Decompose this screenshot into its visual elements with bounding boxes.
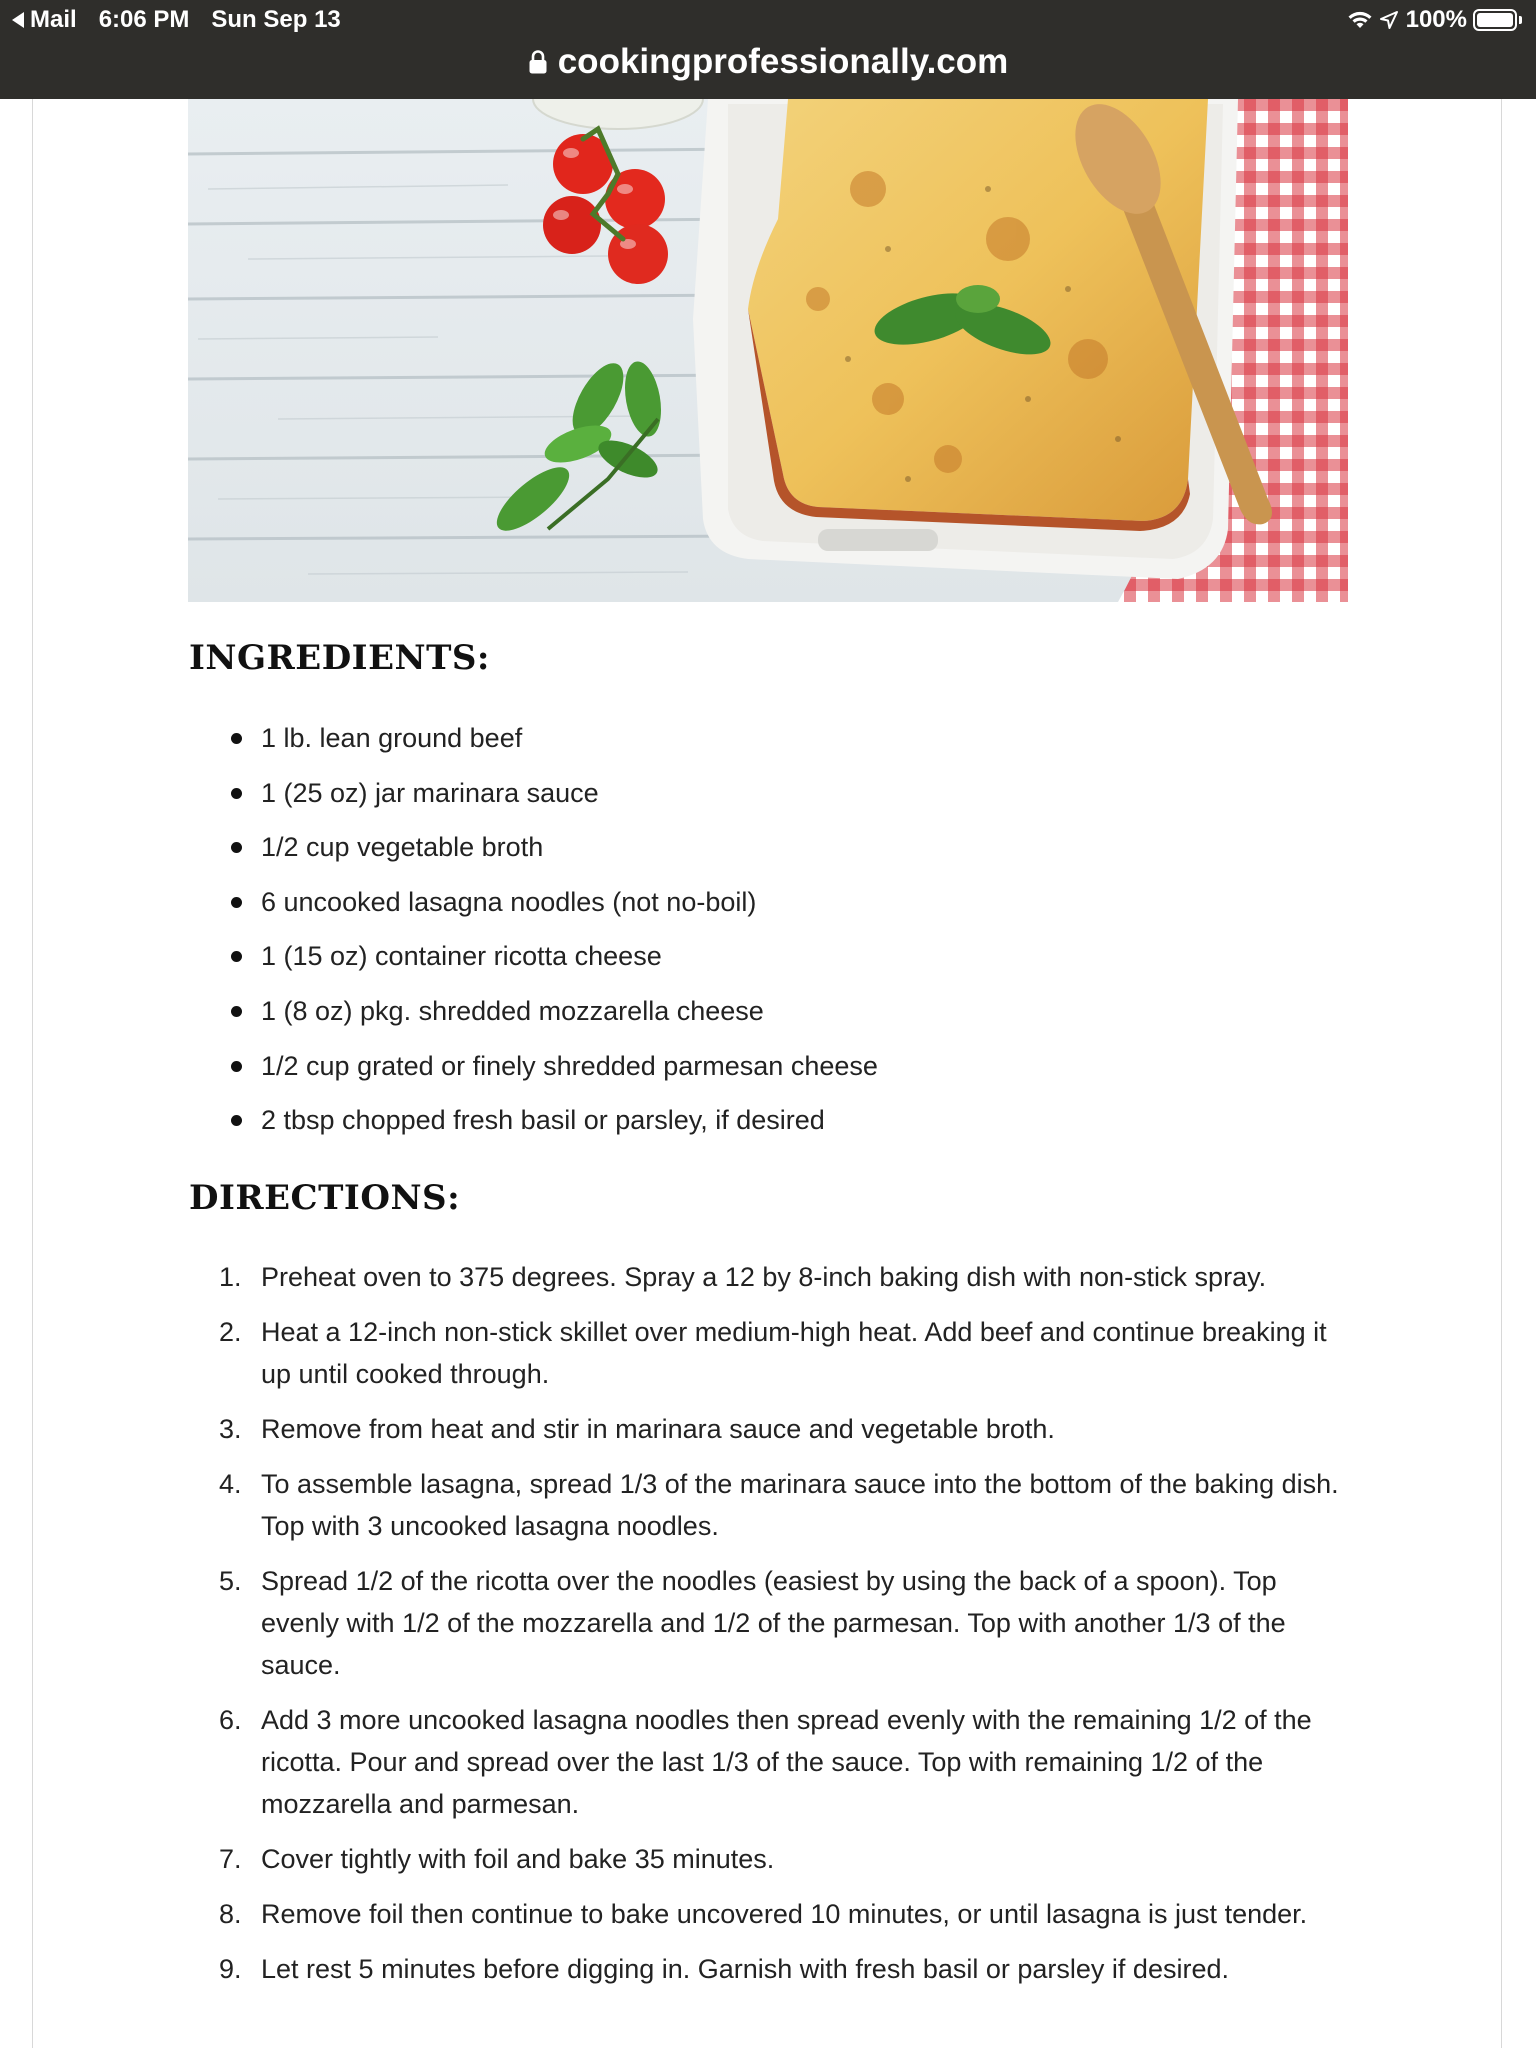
ingredient-text: 6 uncooked lasagna noodles (not no-boil) [261,886,757,917]
ingredient-item [189,984,1339,1039]
ingredient-text: 1 (8 oz) pkg. shredded mozzarella cheese [261,995,764,1026]
bullet-icon [231,951,242,962]
step-text: Preheat oven to 375 degrees. Spray a 12 by 8-inch baking dish with non-stick spray. [261,1262,1267,1292]
ingredient-item [189,929,1339,984]
direction-step [189,1838,1349,1880]
bullet-icon [231,1061,242,1072]
bullet-icon [231,897,242,908]
back-to-app-label[interactable]: Mail [30,6,77,33]
ingredients-heading: INGREDIENTS: [189,638,490,678]
ingredient-item [189,820,1339,875]
direction-step [189,1311,1349,1395]
ingredient-item [189,875,1339,930]
step-number: 6. [219,1705,242,1735]
back-arrow-icon[interactable] [12,12,24,28]
step-number: 1. [219,1262,242,1292]
battery-percent: 100% [1405,6,1467,33]
direction-step [189,1256,1349,1298]
ingredient-text: 1 (25 oz) jar marinara sauce [261,777,599,808]
direction-step [189,1893,1349,1935]
wifi-icon [1346,9,1374,31]
step-text: Spread 1/2 of the ricotta over the noodles (easiest by using the back of a spoon). Top evenly with 1/2 of the mozzarella and 1/2 of the parmesan. Top with another 1/3 of the sauce. [261,1566,1286,1680]
direction-step [189,1463,1349,1547]
bullet-icon [231,1115,242,1126]
browser-top-bar [0,0,1536,99]
step-text: Add 3 more uncooked lasagna noodles then spread evenly with the remaining 1/2 of the ricotta. Pour and spread over the last 1/3 of the sauce. Top with remaining 1/2 of the mozzarella and parmesan. [261,1705,1312,1819]
direction-step [189,1699,1349,1825]
ingredient-item [189,1093,1339,1148]
step-text: Heat a 12-inch non-stick skillet over medium-high heat. Add beef and continue breaking it up until cooked through. [261,1317,1327,1389]
ingredients-list [189,711,1339,1148]
direction-step [189,1560,1349,1686]
step-number: 3. [219,1414,242,1444]
ingredient-item [189,711,1339,766]
url-text[interactable]: cookingprofessionally.com [557,42,1009,81]
step-number: 2. [219,1317,242,1347]
directions-heading: DIRECTIONS: [189,1178,461,1218]
lasagna-hero-image [188,99,1348,602]
direction-step [189,1948,1349,1990]
direction-step [189,1408,1349,1450]
bullet-icon [231,842,242,853]
status-bar-right [1346,4,1522,36]
ingredient-text: 1 lb. lean ground beef [261,723,523,753]
ingredient-item [189,766,1339,821]
status-date: Sun Sep 13 [211,6,341,33]
address-bar[interactable] [0,38,1536,86]
battery-level-fill [1477,13,1513,27]
step-number: 8. [219,1899,242,1929]
step-text: Remove foil then continue to bake uncovered 10 minutes, or until lasagna is just tender. [261,1899,1308,1929]
bullet-icon [231,788,242,799]
step-number: 9. [219,1954,242,1984]
bullet-icon [231,1006,242,1017]
step-text: Let rest 5 minutes before digging in. Garnish with fresh basil or parsley if desired. [261,1954,1229,1984]
step-number: 5. [219,1566,242,1596]
status-bar-left [12,4,341,36]
step-text: Cover tightly with foil and bake 35 minutes. [261,1844,775,1874]
lasagna-photo-illustration [188,99,1348,602]
location-arrow-icon [1378,9,1400,31]
bullet-icon [231,733,242,744]
step-text: Remove from heat and stir in marinara sauce and vegetable broth. [261,1414,1055,1444]
step-number: 4. [219,1469,242,1499]
ingredient-text: 1/2 cup grated or finely shredded parmesan cheese [261,1050,878,1081]
battery-icon [1473,9,1517,31]
step-number: 7. [219,1844,242,1874]
battery-cap [1519,16,1522,24]
ingredient-text: 2 tbsp chopped fresh basil or parsley, if desired [261,1105,825,1136]
directions-list [189,1256,1349,2003]
ingredient-text: 1/2 cup vegetable broth [261,832,544,863]
lock-icon [528,49,548,75]
step-text: To assemble lasagna, spread 1/3 of the marinara sauce into the bottom of the baking dish. Top with 3 uncooked lasagna noodles. [261,1469,1339,1541]
ingredient-item [189,1039,1339,1094]
status-time: 6:06 PM [98,6,190,33]
ingredient-text: 1 (15 oz) container ricotta cheese [261,941,662,972]
